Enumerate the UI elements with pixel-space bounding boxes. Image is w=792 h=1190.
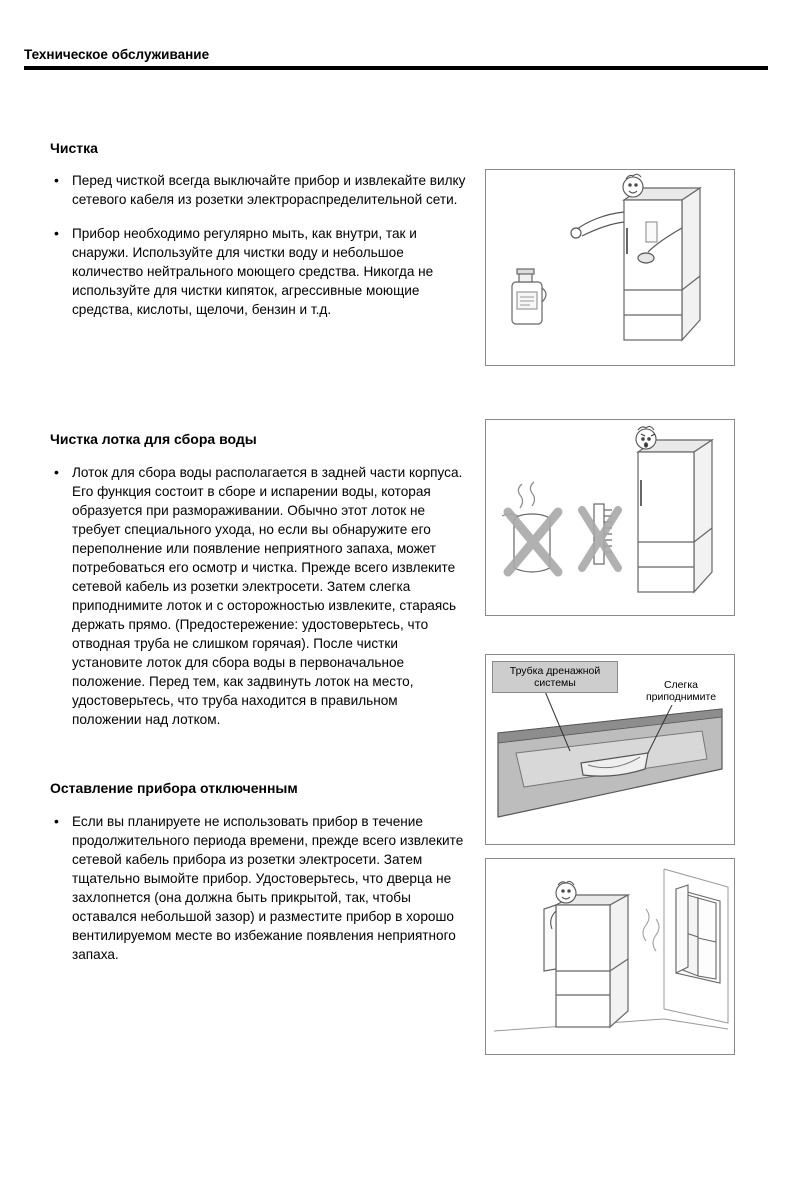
page-header-title: Техническое обслуживание — [24, 47, 210, 62]
header-divider — [24, 66, 768, 70]
fridge-icon — [638, 440, 712, 592]
bullet-item — [50, 224, 468, 319]
bullet-text: • Лоток для сбора воды располагается в задней части корпуса. Его функция состоит в сборе и испарении воды, которая образуется при размораживании. Обычно этот лоток не требует специального ухода, но если вы обнаружите его переполнение или появление неприятного запаха, может потребоваться его осмотр и чистка. Прежде всего извлеките сетевой кабель из розетки электросети. Затем слегка приподнимите лоток и с осторожностью извлеките, стараясь держать прямо. (Предостережение: удостоверьтесь, что отводная труба не слишком горячая). После чистки установите лоток для сбора воды в первоначальное положение. Перед тем, как задвинуть лоток на место, удостоверьтесь, что труба находится в правильном положении над лотком. — [72, 465, 463, 727]
section-title-cleaning: Чистка — [50, 140, 98, 156]
leaving-off-bullet-list — [50, 812, 468, 979]
worried-face-icon — [636, 426, 656, 449]
bullet-item — [50, 463, 468, 729]
character-face-icon — [623, 174, 643, 197]
bullet-item — [50, 171, 468, 209]
bullet-item — [50, 812, 468, 964]
section-title-drain-tray: Чистка лотка для сбора воды — [50, 431, 257, 447]
cleaning-illustration — [486, 170, 734, 365]
air-flow-icon — [643, 909, 659, 951]
bullet-text: • Перед чисткой всегда выключайте прибор и извлекайте вилку сетевого кабеля из розетки электрораспределительной сети. — [72, 173, 466, 207]
figure-cleaning — [485, 169, 735, 366]
drain-tray-bullet-list — [50, 463, 468, 744]
fridge-icon — [624, 188, 700, 340]
lift-slightly-label: Слегка приподнимите — [632, 677, 730, 705]
forbidden-items-illustration — [486, 420, 734, 615]
detergent-jug-icon — [512, 269, 546, 324]
figure-drain-tray — [485, 654, 735, 845]
drain-pipe-label: Трубка дренажной системы — [492, 661, 618, 693]
figure-ventilated-room — [485, 858, 735, 1055]
ventilated-room-illustration — [486, 859, 734, 1054]
cleaning-bullet-list — [50, 171, 468, 334]
window-icon — [676, 885, 720, 983]
section-title-leaving-off: Оставление прибора отключенным — [50, 780, 298, 796]
bullet-text: • Прибор необходимо регулярно мыть, как внутри, так и снаружи. Используйте для чистки воду и небольшое количество нейтрального моющего средства. Никогда не используйте для чистки кипяток, агрессивные моющие средства, кислоты, щелочи, бензин и т.д. — [72, 226, 434, 317]
figure-forbidden-items — [485, 419, 735, 616]
tray-slab-icon — [498, 709, 722, 817]
bullet-text: • Если вы планируете не использовать прибор в течение продолжительного периода времени, прежде всего извлеките сетевой кабель прибора из розетки электросети. Затем тщательно вымойте прибор. Удостоверьтесь, что дверца не захлопнется (она должна быть прикрытой, так, чтобы оставался небольшой зазор) и разместите прибор в хорошо вентилируемом месте во избежание появления неприятного запаха. — [72, 814, 464, 962]
fridge-icon — [544, 895, 628, 1027]
